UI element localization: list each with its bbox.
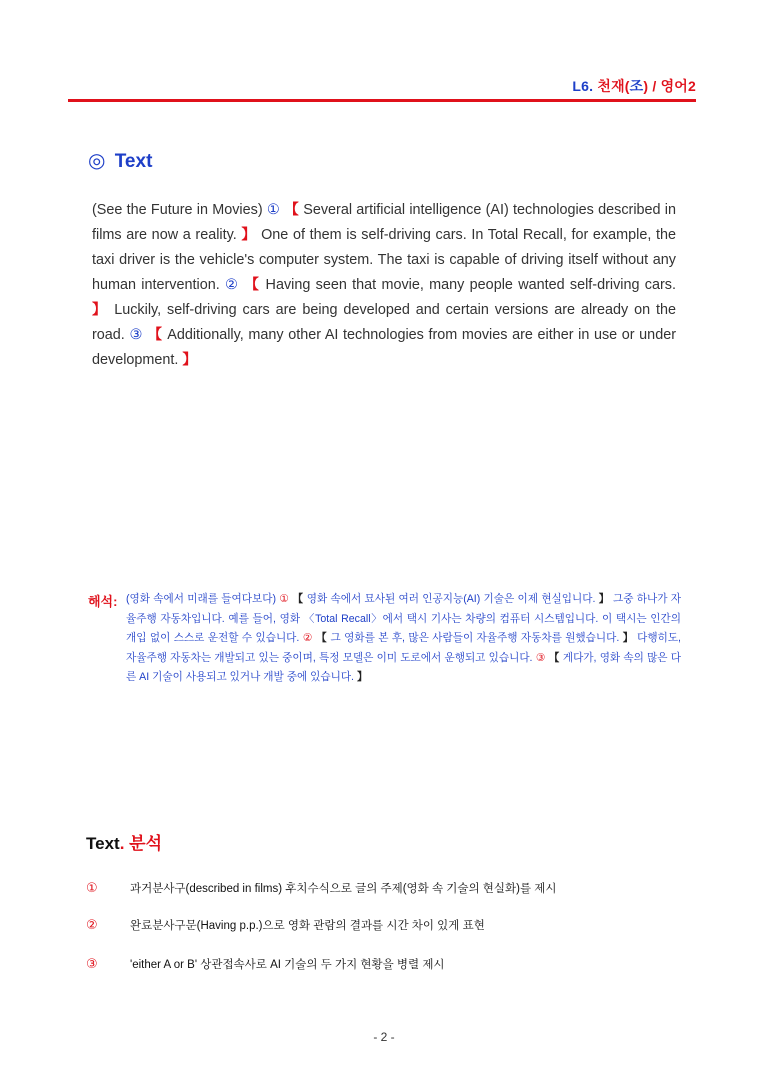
analysis-number-2: ② xyxy=(86,917,98,932)
translation-number-1: ① xyxy=(279,593,290,605)
translation-2: 그 영화를 본 후, 많은 사람들이 자율주행 자동차를 원했습니다. xyxy=(327,632,623,644)
analysis-item-2 xyxy=(86,917,485,933)
header-separator: / xyxy=(648,78,661,94)
header-lesson: L6. xyxy=(572,78,594,94)
bracket-close-1: 】 xyxy=(241,227,257,243)
header-author: 조 xyxy=(629,78,644,94)
korean-translation xyxy=(126,590,681,688)
sentence-number-3: ③ xyxy=(129,327,143,343)
analysis-item-3 xyxy=(86,956,445,972)
analysis-number-1: ① xyxy=(86,880,98,895)
bracket-open-3: 【 xyxy=(142,327,163,343)
sentence-number-2: ② xyxy=(225,277,240,293)
header-paren-open: ( xyxy=(624,78,630,94)
translation-plain-4: 다행히도, 자율주행 자동차는 개발되고 있는 중이며, 특정 모델은 이미 도로에서 운행되고 있습니다. xyxy=(126,632,681,664)
translation-plain-2: 그중 하나가 자율주행 자동차입니다. 예를 들어, 영화 〈Total Recall〉에서 택시 기사는 차량의 컴퓨터 시스템입니다. 이 택시는 인간의 개입 없이 스스로 운전할 수 있습니다. xyxy=(126,593,682,644)
text-section-title xyxy=(88,148,152,173)
bracket-open-2: 【 xyxy=(239,277,261,293)
translation-number-3: ③ xyxy=(535,651,546,664)
double-circle-icon: ◎ xyxy=(88,150,106,172)
translation-intro: (영화 속에서 미래를 들여다보다) xyxy=(126,593,280,605)
translation-bracket-close-2: 】 xyxy=(622,632,634,644)
analysis-text-3: 'either A or B' 상관접속사로 AI 기술의 두 가지 현황을 병렬 제시 xyxy=(130,959,445,971)
header-divider xyxy=(68,99,696,102)
translation-label: 해석: xyxy=(88,594,118,609)
analysis-text-1: 과거분사구(described in films) 후치수식으로 글의 주제(영화 속 기술의 현실화)를 제시 xyxy=(130,883,557,895)
header-publisher: 천재 xyxy=(597,78,625,94)
sentence-plain-2: One of them is self-driving cars. In Total Recall, for example, the taxi driver is the vehicle's computer system. The taxi is capable of driving itself without any human intervention. xyxy=(92,227,676,293)
translation-bracket-open-1: 【 xyxy=(289,593,304,605)
english-passage xyxy=(92,198,676,373)
analysis-title-text: Text xyxy=(86,834,120,853)
translation-1: 영화 속에서 묘사된 여러 인공지능(AI) 기술은 이제 현실입니다. xyxy=(303,593,599,605)
page-header xyxy=(572,76,696,96)
translation-bracket-open-2: 【 xyxy=(312,632,328,644)
page-number: - 2 - xyxy=(373,1030,395,1044)
translation-3: 게다가, 영화 속의 많은 다른 AI 기술이 사용되고 있거나 개발 중에 있습니다. xyxy=(126,651,681,683)
sentence-plain-4: Luckily, self-driving cars are being developed and certain versions are already on the road. xyxy=(92,302,676,343)
analysis-item-1 xyxy=(86,880,556,896)
analysis-title-suffix: . 분석 xyxy=(119,834,162,853)
bracket-close-3: 】 xyxy=(182,352,197,368)
bracket-open-1: 【 xyxy=(280,202,299,218)
sentence-3: Additionally, many other AI technologies from movies are either in use or under development. xyxy=(92,327,676,368)
header-paren-close: ) xyxy=(643,78,649,94)
header-subject: 영어2 xyxy=(660,78,696,94)
analysis-title xyxy=(86,829,162,854)
bracket-close-2: 】 xyxy=(92,302,109,318)
translation-number-2: ② xyxy=(302,632,313,644)
analysis-number-3: ③ xyxy=(86,956,98,971)
passage-intro: (See the Future in Movies) xyxy=(92,202,267,218)
text-section-label: Text xyxy=(114,151,153,172)
translation-bracket-close-1: 】 xyxy=(598,593,610,605)
analysis-text-2: 완료분사구문(Having p.p.)으로 영화 관람의 결과를 시간 차이 있게 표현 xyxy=(130,920,485,932)
sentence-1: Several artificial intelligence (AI) technologies described in films are now a reality. xyxy=(92,202,676,243)
translation-bracket-close-3: 】 xyxy=(356,671,368,683)
translation-bracket-open-3: 【 xyxy=(545,651,560,664)
sentence-number-1: ① xyxy=(266,202,281,218)
sentence-2: Having seen that movie, many people wanted self-driving cars. xyxy=(260,277,676,293)
